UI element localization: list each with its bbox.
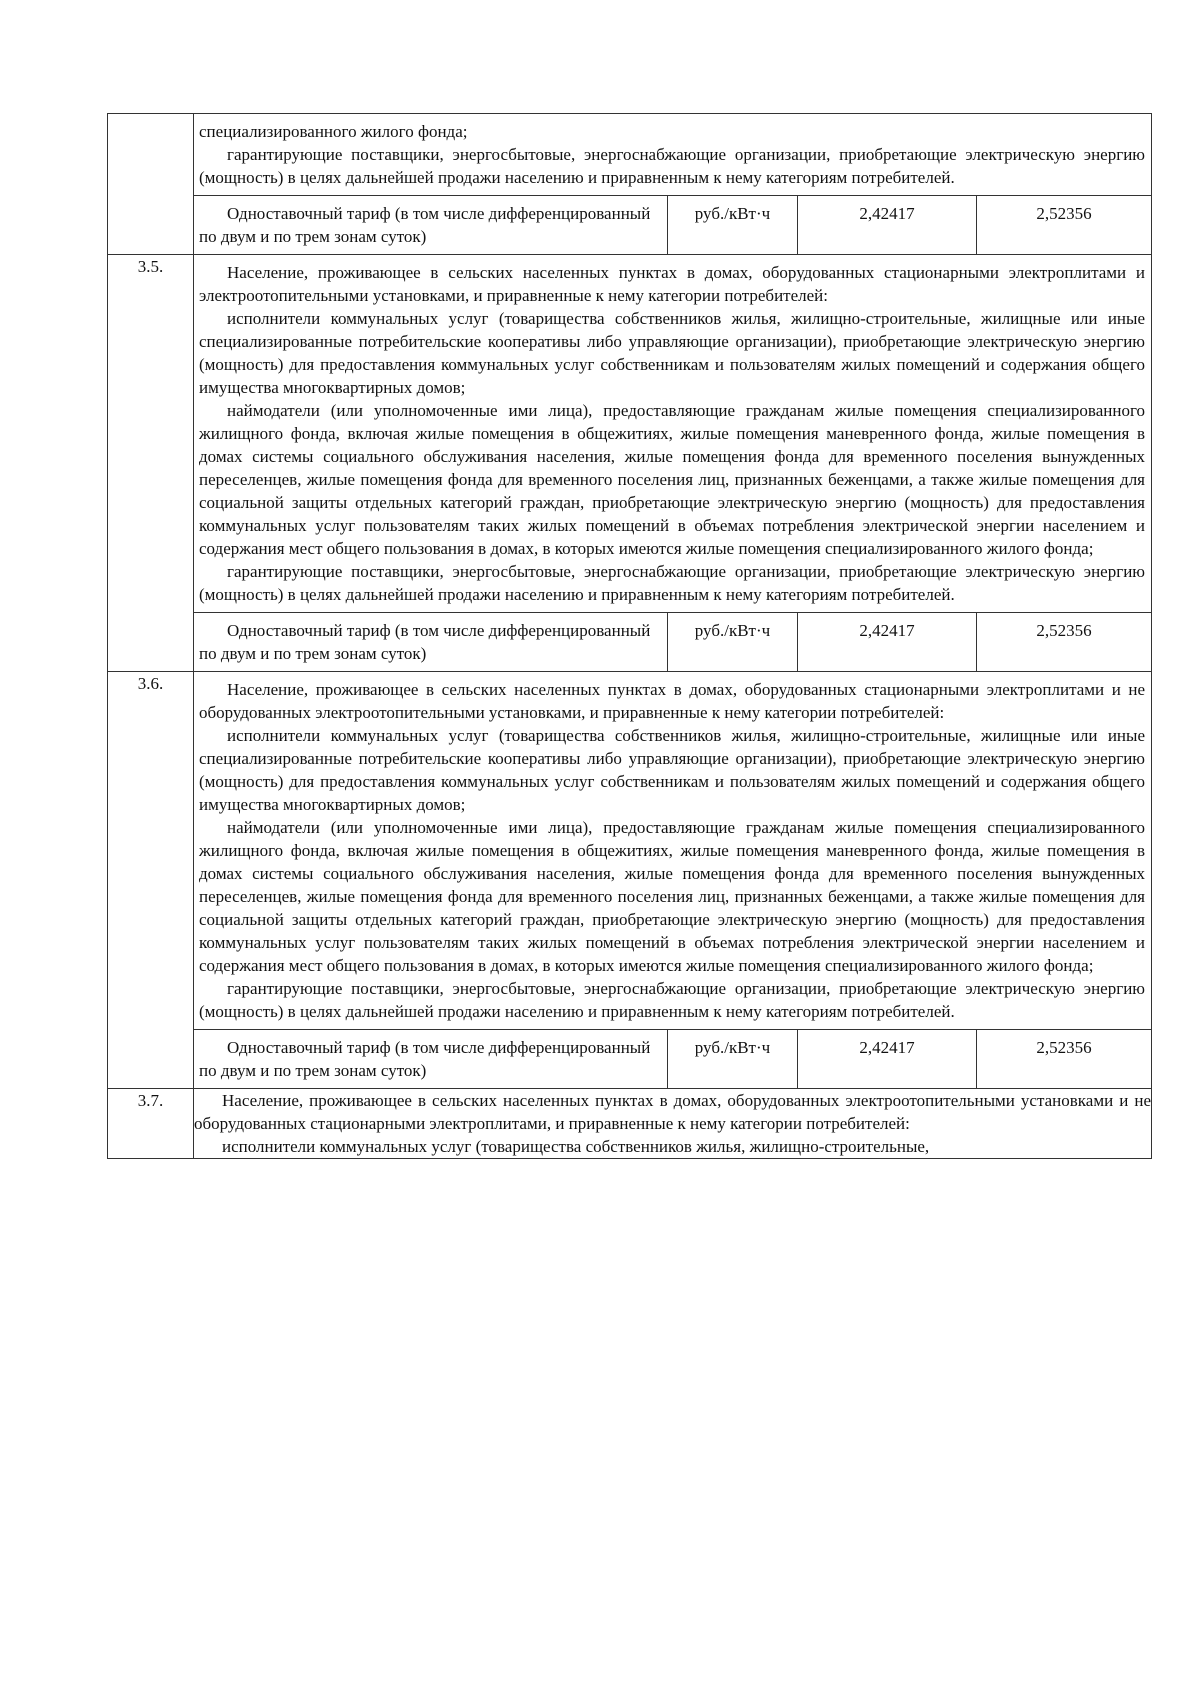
row-description [194, 255, 1152, 672]
tariff-unit: руб./кВт·ч [668, 1030, 798, 1088]
tariff-value-2: 2,52356 [977, 613, 1152, 671]
paragraph: исполнители коммунальных услуг (товарищества собственников жилья, жилищно-строительные, жилищные или иные специализированные потребительские кооперативы либо управляющие организации), приобретающие электрическую энергию (мощность) для предоставления коммунальных услуг собственникам и пользователям жилых помещений и содержания общего имущества многоквартирных домов; [199, 309, 1145, 397]
tariff-unit: руб./кВт·ч [668, 196, 798, 254]
tariff-value-2: 2,52356 [977, 196, 1152, 254]
paragraph: гарантирующие поставщики, энергосбытовые, энергоснабжающие организации, приобретающие электрическую энергию (мощность) в целях дальнейшей продажи населению и приравненным к нему категориям потребителей. [199, 979, 1145, 1021]
paragraph: исполнители коммунальных услуг (товарищества собственников жилья, жилищно-строительные, жилищные или иные специализированные потребительские кооперативы либо управляющие организации), приобретающие электрическую энергию (мощность) для предоставления коммунальных услуг собственникам и пользователям жилых помещений и содержания общего имущества многоквартирных домов; [199, 726, 1145, 814]
paragraph: гарантирующие поставщики, энергосбытовые, энергоснабжающие организации, приобретающие электрическую энергию (мощность) в целях дальнейшей продажи населению и приравненным к нему категориям потребителей. [199, 145, 1145, 187]
row-description [194, 672, 1152, 1089]
row-number [108, 114, 194, 255]
table-row [108, 1089, 1152, 1159]
paragraph: гарантирующие поставщики, энергосбытовые, энергоснабжающие организации, приобретающие электрическую энергию (мощность) в целях дальнейшей продажи населению и приравненным к нему категориям потребителей. [199, 562, 1145, 604]
row-description [194, 1089, 1152, 1159]
table-row [108, 672, 1152, 1089]
tariff-value-1: 2,42417 [798, 613, 977, 671]
paragraph: Население, проживающее в сельских населенных пунктах в домах, оборудованных стационарными электроплитами и не оборудованных электроотопительными установками, и приравненные к нему категории потребителей: [199, 680, 1145, 722]
row-number: 3.6. [108, 672, 194, 1089]
row-number: 3.5. [108, 255, 194, 672]
tariff-value-1: 2,42417 [798, 196, 977, 254]
tariff-unit: руб./кВт·ч [668, 613, 798, 671]
table-row [108, 255, 1152, 672]
tariff-value-1: 2,42417 [798, 1030, 977, 1088]
paragraph: Население, проживающее в сельских населенных пунктах в домах, оборудованных стационарными электроплитами и электроотопительными установками, и приравненные к нему категории потребителей: [199, 263, 1145, 305]
tariff-rate-row [194, 196, 1151, 254]
tariff-name: Одноставочный тариф (в том числе дифференцированный по двум и по трем зонам суток) [199, 1038, 651, 1080]
paragraph: специализированного жилого фонда; [199, 122, 468, 141]
tariff-value-2: 2,52356 [977, 1030, 1152, 1088]
paragraph: наймодатели (или уполномоченные ими лица), предоставляющие гражданам жилые помещения специализированного жилищного фонда, включая жилые помещения в общежитиях, жилые помещения маневренного фонда, жилые помещения в домах системы социального обслуживания населения, жилые помещения фонда для временного поселения вынужденных переселенцев, жилые помещения фонда для временного поселения лиц, признанных беженцами, а также жилые помещения для социальной защиты отдельных категорий граждан, приобретающие электрическую энергию (мощность) для предоставления коммунальных услуг пользователям таких жилых помещений в объемах потребления электрической энергии населением и содержания мест общего пользования в домах, в которых имеются жилые помещения специализированного жилого фонда; [199, 818, 1145, 975]
paragraph: наймодатели (или уполномоченные ими лица), предоставляющие гражданам жилые помещения специализированного жилищного фонда, включая жилые помещения в общежитиях, жилые помещения маневренного фонда, жилые помещения в домах системы социального обслуживания населения, жилые помещения фонда для временного поселения вынужденных переселенцев, жилые помещения фонда для временного поселения лиц, признанных беженцами, а также жилые помещения для социальной защиты отдельных категорий граждан, приобретающие электрическую энергию (мощность) для предоставления коммунальных услуг пользователям таких жилых помещений в объемах потребления электрической энергии населением и содержания мест общего пользования в домах, в которых имеются жилые помещения специализированного жилого фонда; [199, 401, 1145, 558]
table-row [108, 114, 1152, 255]
row-description [194, 114, 1152, 255]
tariff-name: Одноставочный тариф (в том числе дифференцированный по двум и по трем зонам суток) [199, 204, 651, 246]
tariff-name: Одноставочный тариф (в том числе дифференцированный по двум и по трем зонам суток) [199, 621, 651, 663]
row-number: 3.7. [108, 1089, 194, 1159]
paragraph: исполнители коммунальных услуг (товарищества собственников жилья, жилищно-строительные, [222, 1137, 930, 1156]
tariff-rate-row [194, 613, 1151, 671]
paragraph: Население, проживающее в сельских населенных пунктах в домах, оборудованных электроотопительными установками и не оборудованных стационарными электроплитами, и приравненные к нему категории потребителей: [194, 1091, 1151, 1133]
tariff-table [107, 113, 1152, 1159]
tariff-rate-row [194, 1030, 1151, 1088]
